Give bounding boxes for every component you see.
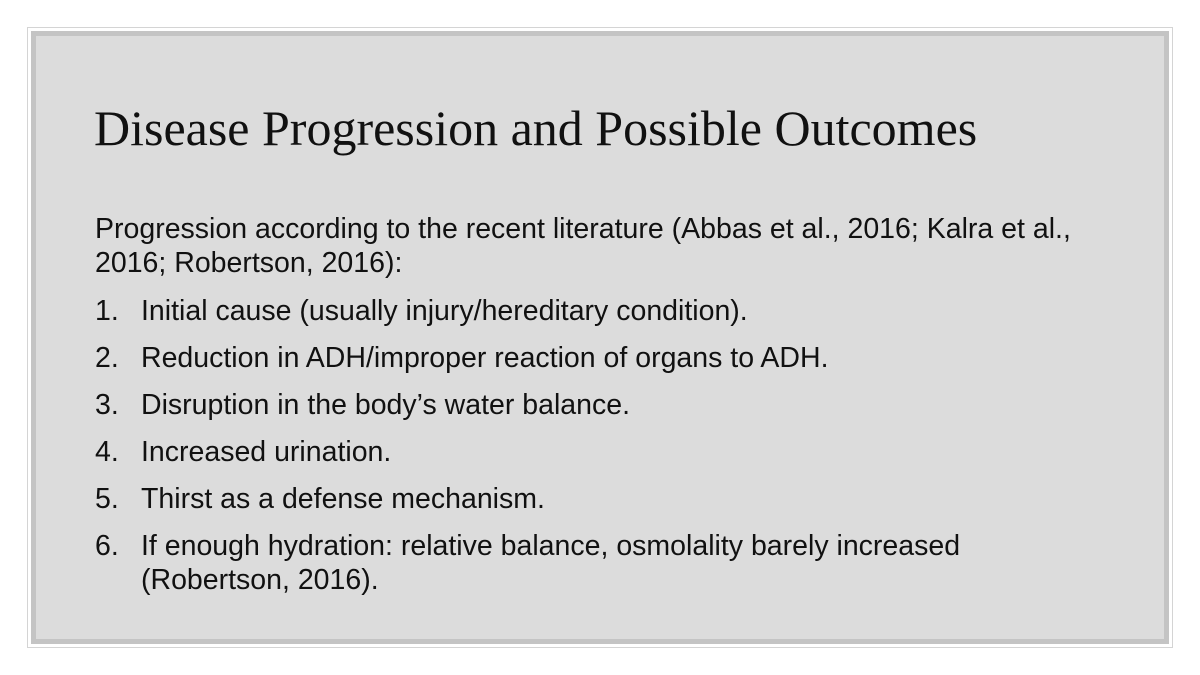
slide-title: Disease Progression and Possible Outcomes: [94, 100, 978, 156]
slide-body: [95, 212, 1105, 610]
list-item-number: 4.: [95, 436, 119, 468]
list-item-number: 3.: [95, 389, 119, 421]
list-item-text: Reduction in ADH/improper reaction of organs to ADH.: [141, 342, 829, 374]
slide-frame: [27, 27, 1173, 648]
list-item-text: Increased urination.: [141, 436, 392, 468]
list-item-number: 2.: [95, 342, 119, 374]
list-item-text: Initial cause (usually injury/hereditary condition).: [141, 295, 748, 327]
progression-list: [95, 294, 1105, 597]
list-item-number: 6.: [95, 530, 119, 562]
list-item: [95, 482, 1105, 516]
list-item: [95, 435, 1105, 469]
list-item: [95, 388, 1105, 422]
list-item-number: 5.: [95, 483, 119, 515]
list-item-number: 1.: [95, 295, 119, 327]
list-item-text: Thirst as a defense mechanism.: [141, 483, 545, 515]
list-item-text: If enough hydration: relative balance, osmolality barely increased (Robertson, 2016).: [141, 530, 961, 596]
list-item: [95, 341, 1105, 375]
slide: [31, 31, 1169, 644]
list-item: [95, 294, 1105, 328]
intro-text: Progression according to the recent literature (Abbas et al., 2016; Kalra et al., 2016; Robertson, 2016):: [95, 213, 1071, 279]
list-item-text: Disruption in the body’s water balance.: [141, 389, 631, 421]
list-item: [95, 529, 1105, 597]
